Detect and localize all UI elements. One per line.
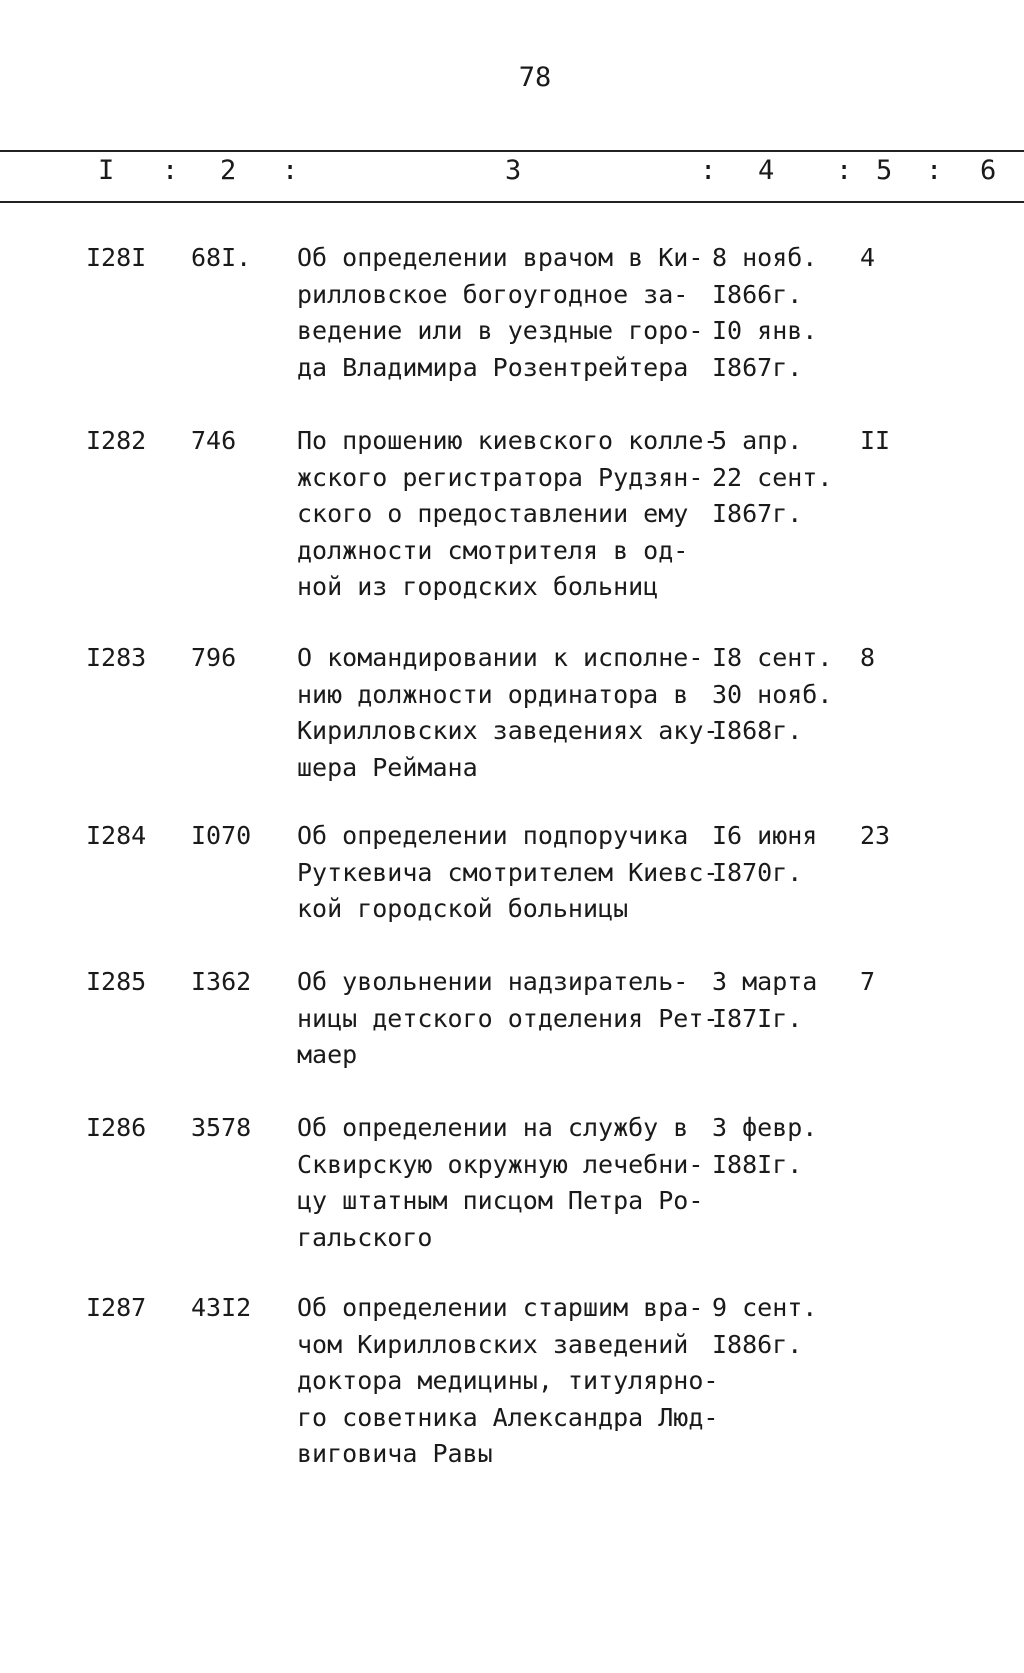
record-description [297,640,717,786]
record-number: I287 [86,1293,147,1322]
table-header [0,155,1024,195]
date-line: 9 сент. [712,1293,818,1322]
date-line: I8 сент. [712,643,833,672]
record-description [297,240,717,386]
description-line: цу штатным писцом Петра Ро- [297,1186,704,1215]
record-dates [712,1110,852,1183]
sheet-count: 8 [860,643,876,672]
old-number: 68I. [191,243,252,272]
date-line: I867г. [712,499,803,528]
header-separator: : [282,155,299,186]
date-line: I868г. [712,716,803,745]
description-line: Кирилловских заведениях аку- [297,716,719,745]
page-number: 78 [518,62,552,93]
description-line: чом Кирилловских заведений [297,1329,689,1359]
description-line: гальского [297,1222,433,1252]
description-line: Об определении старшим вра- [297,1293,704,1322]
description-line: Об определении на службу в [297,1113,689,1142]
description-line: ницы детского отделения Рет- [297,1003,719,1033]
date-line: 30 нояб. [712,679,833,709]
old-number: I362 [191,967,252,996]
description-line: кой городской больницы [297,894,629,923]
description-line: маер [297,1040,358,1069]
sheet-count: 4 [860,243,876,272]
description-line: Руткевича смотрителем Киевс- [297,857,719,887]
date-line: I87Iг. [712,1003,803,1033]
description-line: О командировании к исполне- [297,643,704,672]
date-line: I88Iг. [712,1149,803,1179]
header-separator: : [836,155,853,186]
record-number: I283 [86,643,147,672]
record-dates [712,240,852,386]
description-line: го советника Александра Люд- [297,1402,719,1432]
record-description [297,818,717,928]
record-description [297,964,717,1074]
date-line: I867г. [712,352,803,382]
record-number: I28I [86,243,147,272]
record-dates [712,423,852,533]
date-line: 3 февр. [712,1113,818,1142]
date-line: I886г. [712,1329,803,1359]
description-line: ной из городских больниц [297,572,659,601]
table-top-rule [0,150,1024,152]
sheet-count: 23 [860,821,891,850]
description-line: должности смотрителя в од- [297,535,689,565]
old-number: 746 [191,426,237,455]
record-dates [712,818,852,891]
description-line: Сквирскую окружную лечебни- [297,1149,704,1179]
date-line: 22 сент. [712,462,833,492]
description-line: жского регистратора Рудзян- [297,462,704,492]
description-line: виговича Равы [297,1439,493,1468]
date-line: I0 янв. [712,316,818,345]
header-col-6: 6 [980,155,997,186]
description-line: ведение или в уездные горо- [297,316,704,345]
record-description [297,423,717,606]
old-number: 3578 [191,1113,252,1142]
old-number: I070 [191,821,252,850]
header-col-2: 2 [220,155,237,186]
record-number: I284 [86,821,147,850]
header-col-4: 4 [758,155,775,186]
date-line: I866г. [712,279,803,309]
record-description [297,1290,717,1473]
record-number: I285 [86,967,147,996]
date-line: 8 нояб. [712,243,818,272]
description-line: нию должности ординатора в [297,679,689,709]
header-separator: : [926,155,943,186]
date-line: I870г. [712,857,803,887]
sheet-count: II [860,426,891,455]
record-number: I282 [86,426,147,455]
date-line: 5 апр. [712,426,803,455]
record-number: I286 [86,1113,147,1142]
description-line: Об увольнении надзиратель- [297,967,689,996]
header-col-1: I [98,155,115,186]
header-separator: : [162,155,179,186]
description-line: да Владимира Розентрейтера [297,352,689,382]
header-separator: : [700,155,717,186]
date-line: I6 июня [712,821,818,850]
description-line: Об определении врачом в Ки- [297,243,704,272]
date-line: 3 марта [712,967,818,996]
table-header-rule [0,201,1024,203]
header-col-3: 3 [505,155,522,186]
header-col-5: 5 [876,155,893,186]
description-line: шера Реймана [297,752,478,782]
description-line: рилловское богоугодное за- [297,279,689,309]
old-number: 796 [191,643,237,672]
description-line: ского о предоставлении ему [297,499,689,528]
old-number: 43I2 [191,1293,252,1322]
record-dates [712,1290,852,1363]
record-dates [712,640,852,750]
record-dates [712,964,852,1037]
record-description [297,1110,717,1256]
description-line: По прошению киевского колле- [297,426,719,455]
sheet-count: 7 [860,967,876,996]
description-line: доктора медицины, титулярно- [297,1366,719,1395]
description-line: Об определении подпоручика [297,821,689,850]
